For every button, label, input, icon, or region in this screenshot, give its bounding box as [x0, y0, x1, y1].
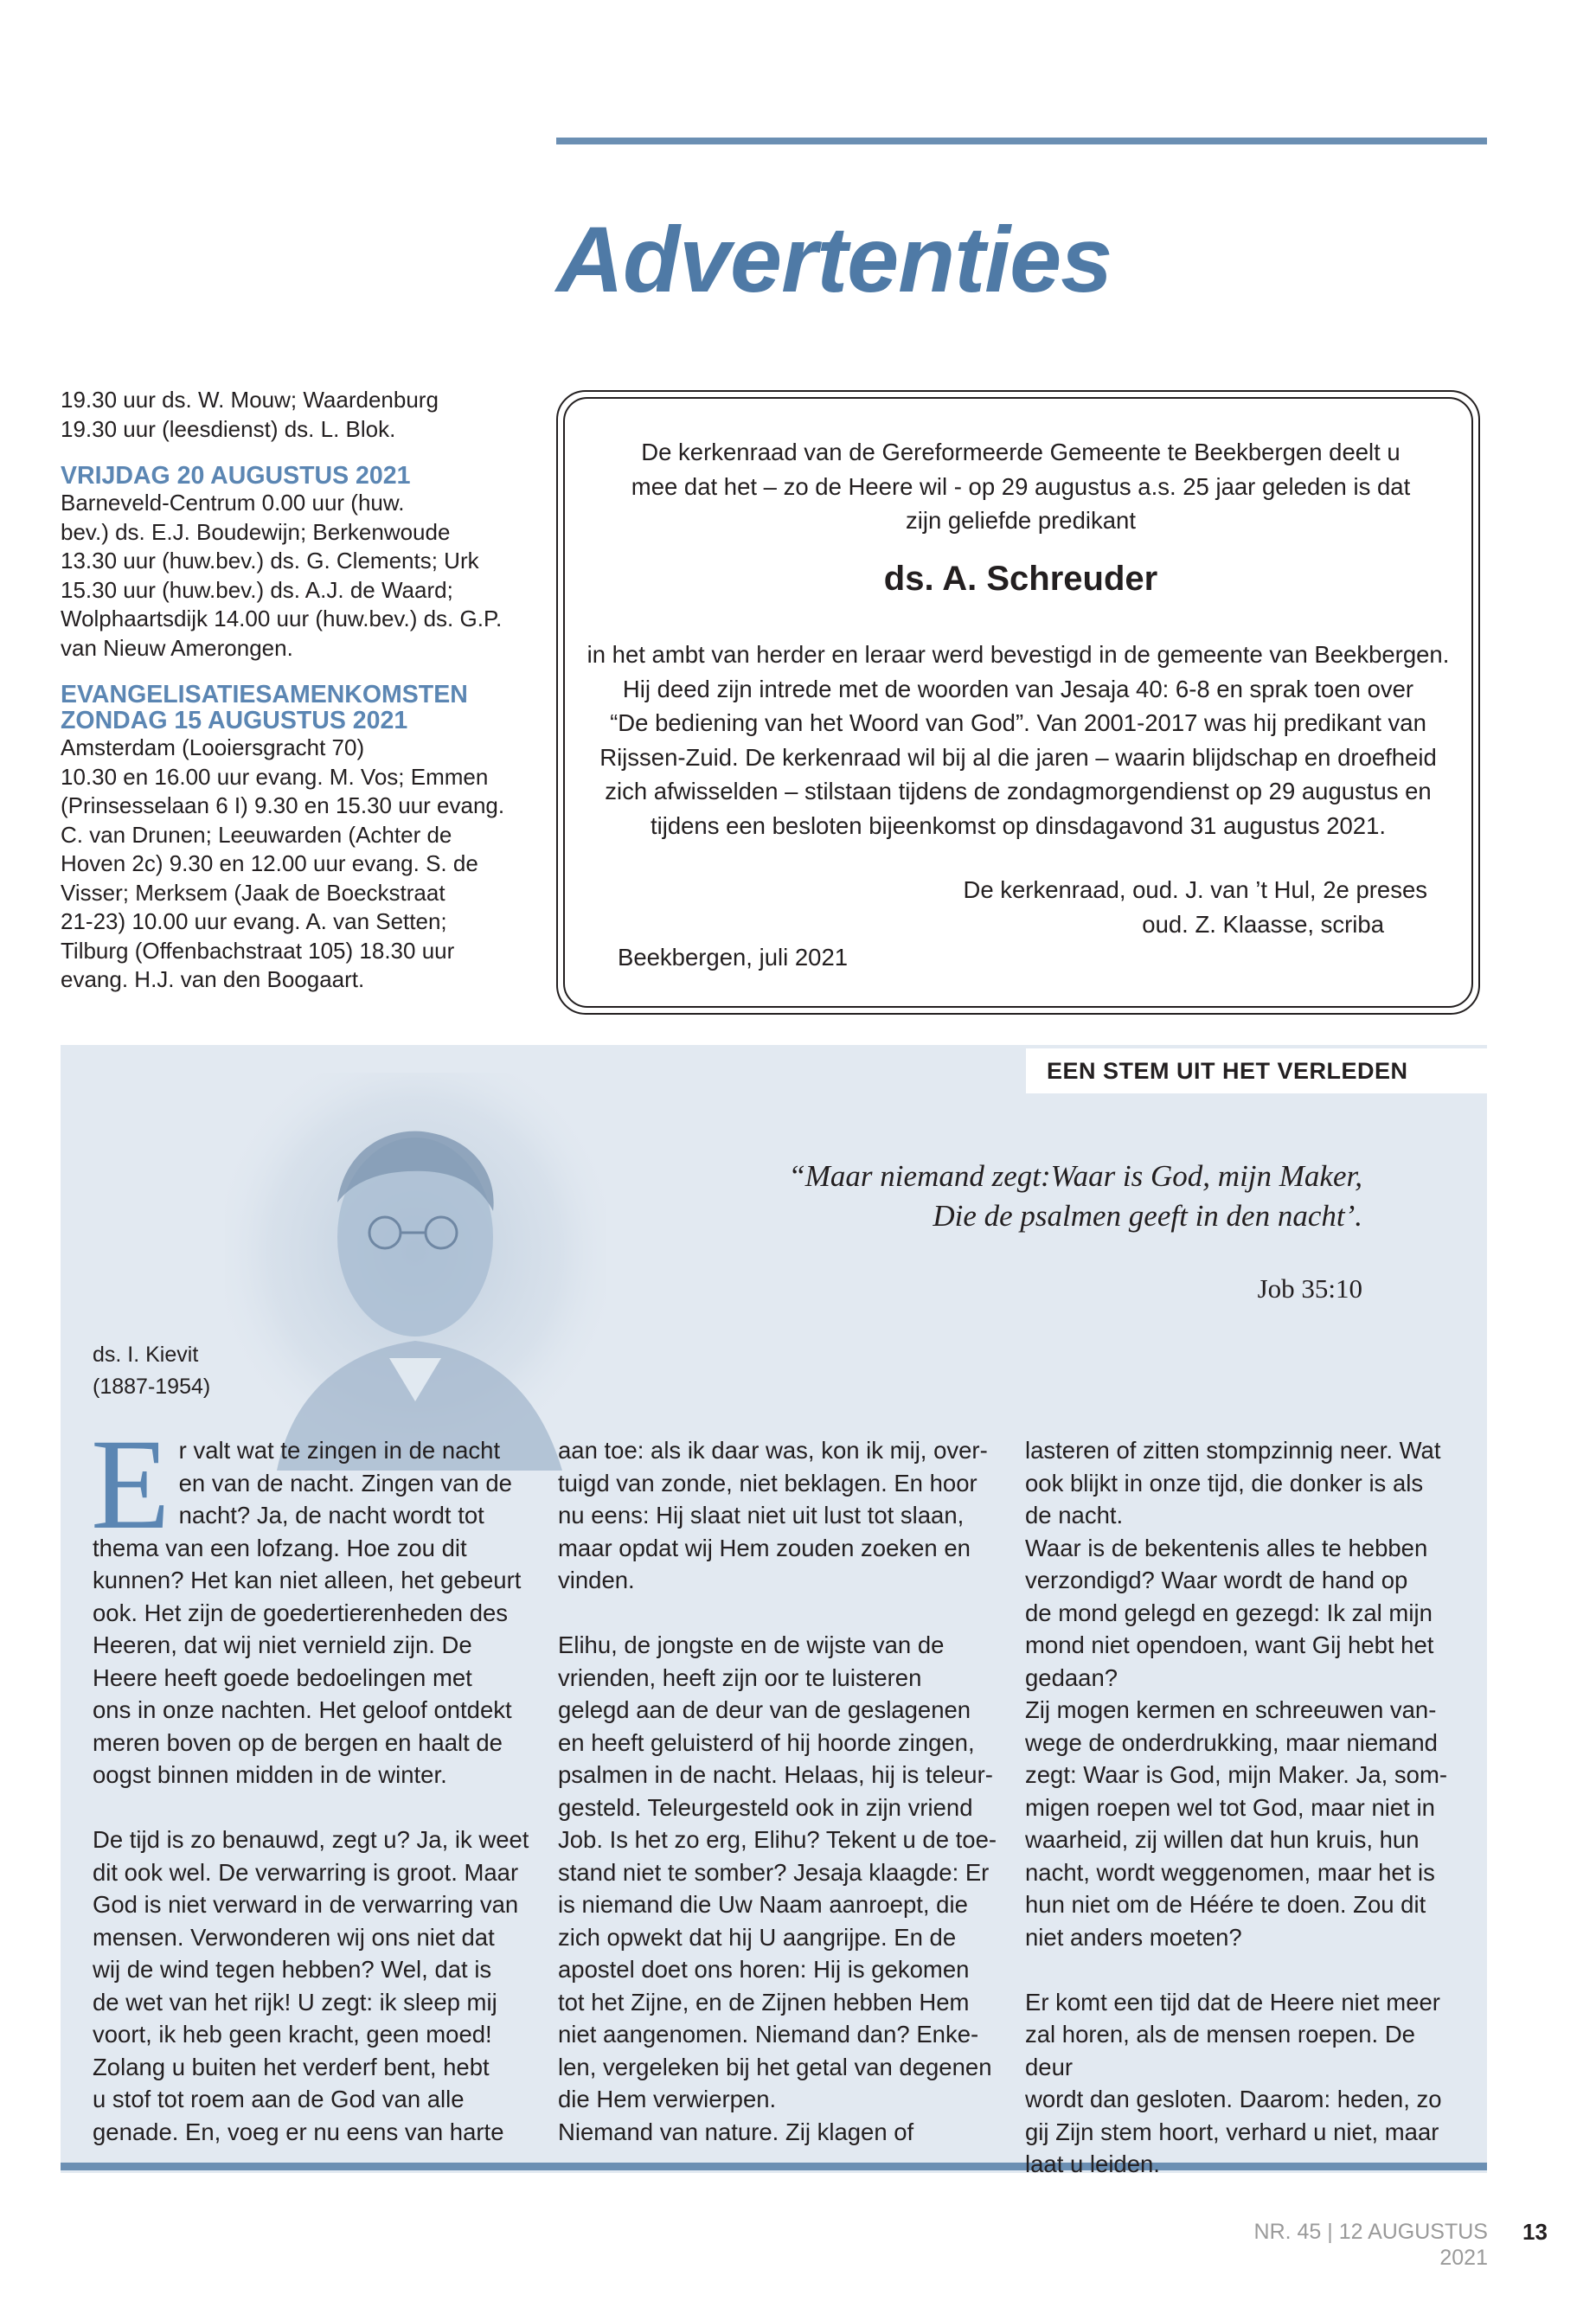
notice-line: zich afwisselden – stilstaan tijdens de zondagmorgendienst op 29 augustus en [605, 778, 1432, 804]
article-line: vinden. [558, 1567, 635, 1593]
article-line: hun niet om de Héére te doen. Zou dit [1025, 1891, 1426, 1918]
article-line: len, vergeleken bij het getal van degenen [558, 2053, 992, 2080]
article-line: meren boven op de bergen en haalt de [93, 1728, 503, 1756]
article-line: vrienden, heeft zijn oor te luisteren [558, 1663, 922, 1691]
article-line: dit ook wel. De verwarring is groot. Maar [93, 1858, 519, 1886]
quote-reference: Job 35:10 [1257, 1273, 1362, 1304]
listing-line: Amsterdam (Looiersgracht 70) [61, 734, 365, 760]
article-line: Zij mogen kermen en schreeuwen van- [1025, 1696, 1437, 1723]
article-line: voort, ik heb geen kracht, geen moed! [93, 2021, 492, 2048]
notice-line: zijn geliefde predikant [905, 507, 1136, 534]
notice-signature: De kerkenraad, oud. J. van ’t Hul, 2e preses [963, 876, 1427, 903]
header-rule [556, 138, 1487, 144]
notice-signature-scriba: oud. Z. Klaasse, scriba [1142, 911, 1384, 938]
listing-line: van Nieuw Amerongen. [61, 634, 293, 661]
article-line: aan toe: als ik daar was, kon ik mij, over- [558, 1437, 988, 1464]
article-line: r valt wat te zingen in de nacht [178, 1437, 501, 1464]
listing-line: 10.30 en 16.00 uur evang. M. Vos; Emmen [61, 763, 489, 790]
article-line: u stof tot roem aan de God van alle [93, 2086, 465, 2112]
article-line: nacht, wordt weggenomen, maar het is [1025, 1858, 1435, 1886]
article-line: waarheid, zij willen dat hun kruis, hun [1025, 1826, 1420, 1853]
evangel-heading: EVANGELISATIESAMENKOMSTEN [61, 681, 468, 708]
article-line: genade. En, voeg er nu eens van harte [93, 2118, 504, 2145]
article-line: kunnen? Het kan niet alleen, het gebeurt [93, 1567, 522, 1593]
listing-line: 15.30 uur (huw.bev.) ds. A.J. de Waard; [61, 576, 453, 603]
article-column-2 [558, 1434, 999, 2148]
article-line: tuigd van zonde, niet beklagen. En hoor [558, 1469, 977, 1497]
notice-intro [597, 435, 1445, 538]
article-line: de nacht. [1025, 1502, 1124, 1529]
article-line: wege de onderdrukking, maar niemand [1025, 1728, 1438, 1756]
page-title: Advertenties [556, 207, 1112, 311]
portrait-image [225, 1073, 606, 1471]
drop-cap: E [91, 1413, 170, 1556]
scripture-quote [657, 1157, 1362, 1236]
listing-line: Visser; Merksem (Jaak de Boeckstraat [61, 879, 445, 906]
listing-line: bev.) ds. E.J. Boudewijn; Berkenwoude [61, 518, 451, 545]
article-line: wordt dan gesloten. Daarom: heden, zo [1025, 2086, 1442, 2112]
notice-line: Hij deed zijn intrede met de woorden van Jesaja 40: 6-8 en sprak toen over [622, 675, 1414, 702]
article-line: niet anders moeten? [1025, 1923, 1242, 1951]
article-line: Waar is de bekentenis alles te hebben [1025, 1534, 1428, 1561]
article-line: Zolang u buiten het verderf bent, hebt [93, 2053, 490, 2080]
article-line: gedaan? [1025, 1663, 1118, 1691]
listing-line: 19.30 uur ds. W. Mouw; Waardenburg [61, 387, 439, 413]
article-line: wij de wind tegen hebben? Wel, dat is [93, 1956, 492, 1983]
friday-heading: VRIJDAG 20 AUGUSTUS 2021 [61, 462, 411, 490]
article-line: nacht? Ja, de nacht wordt tot [178, 1502, 484, 1529]
article-line: lasteren of zitten stompzinnig neer. Wat [1025, 1437, 1441, 1464]
article-line: mond niet opendoen, want Gij hebt het [1025, 1631, 1434, 1658]
article-line: Er komt een tijd dat de Heere niet meer [1025, 1988, 1440, 2016]
listing-line: 21-23) 10.00 uur evang. A. van Setten; [61, 908, 447, 934]
section-label: EEN STEM UIT HET VERLEDEN [1047, 1058, 1408, 1084]
article-line: verzondigd? Waar wordt de hand op [1025, 1567, 1408, 1593]
notice-line: “De bediening van het Woord van God”. Van 2001-2017 was hij predikant van [610, 709, 1426, 736]
listing-line: Tilburg (Offenbachstraat 105) 18.30 uur [61, 937, 455, 964]
article-line: zich opwekt dat hij U aangrijpe. En de [558, 1923, 957, 1951]
notice-line: mee dat het – zo de Heere wil - op 29 augustus a.s. 25 jaar geleden is dat [631, 472, 1411, 500]
quote-line: “Maar niemand zegt:Waar is God, mijn Maker, [788, 1159, 1362, 1193]
article-line: migen roepen wel tot God, maar niet in [1025, 1793, 1435, 1821]
article-line: stand niet te somber? Jesaja klaagde: Er [558, 1858, 990, 1886]
article-line: gelegd aan de deur van de geslagenen [558, 1696, 971, 1723]
article-line: gesteld. Teleurgesteld ook in zijn vriend [558, 1793, 973, 1821]
quote-line: Die de psalmen geeft in den nacht’. [933, 1199, 1362, 1233]
article-line: zegt: Waar is God, mijn Maker. Ja, som- [1025, 1761, 1448, 1788]
article-line: Elihu, de jongste en de wijste van de [558, 1631, 945, 1658]
listing-line: 19.30 uur (leesdienst) ds. L. Blok. [61, 415, 396, 442]
article-line: en heeft geluisterd of hij hoorde zingen, [558, 1728, 975, 1756]
notice-date: Beekbergen, juli 2021 [618, 944, 849, 971]
notice-body [581, 638, 1455, 843]
article-line: oogst binnen midden in de winter. [93, 1761, 447, 1788]
article-line: mensen. Verwonderen wij ons niet dat [93, 1923, 495, 1951]
article-line: maar opdat wij Hem zouden zoeken en [558, 1534, 971, 1561]
article-line: Heere heeft goede bedoelingen met [93, 1663, 472, 1691]
article-line: nu eens: Hij slaat niet uit lust tot slaan, [558, 1502, 965, 1529]
article-line: en van de nacht. Zingen van de [178, 1469, 512, 1497]
article-line: tot het Zijne, en de Zijnen hebben Hem [558, 1988, 970, 2016]
left-column-listings [61, 386, 510, 995]
issue-info: NR. 45 | 12 AUGUSTUS 2021 [1253, 2220, 1488, 2270]
listing-line: (Prinsesselaan 6 I) 9.30 en 15.30 uur evang. [61, 792, 505, 818]
listing-line: Hoven 2c) 9.30 en 12.00 uur evang. S. de [61, 850, 478, 876]
article-line: Job. Is het zo erg, Elihu? Tekent u de toe- [558, 1826, 997, 1853]
article-line: ook blijkt in onze tijd, die donker is als [1025, 1469, 1424, 1497]
page-number: 13 [1522, 2219, 1548, 2245]
article-line: de mond gelegd en gezegd: Ik zal mijn [1025, 1599, 1433, 1626]
article-line: God is niet verward in de verwarring van [93, 1891, 519, 1918]
article-line: de wet van het rijk! U zegt: ik sleep mij [93, 1988, 497, 2016]
article-line: die Hem verwierpen. [558, 2086, 777, 2112]
portrait-caption [93, 1339, 210, 1403]
listing-line: 13.30 uur (huw.bev.) ds. G. Clements; Urk [61, 548, 479, 574]
article-line: Heeren, dat wij niet vernield zijn. De [93, 1631, 472, 1658]
article-line: psalmen in de nacht. Helaas, hij is teleur- [558, 1761, 993, 1788]
listing-line: C. van Drunen; Leeuwarden (Achter de [61, 821, 452, 848]
caption-name: ds. I. Kievit [93, 1343, 199, 1367]
article-line: apostel doet ons horen: Hij is gekomen [558, 1956, 970, 1983]
article-line: zal horen, als de mensen roepen. De deur [1025, 2021, 1415, 2080]
article-line: gij Zijn stem hoort, verhard u niet, maar [1025, 2118, 1439, 2145]
article-line: is niemand die Uw Naam aanroept, die [558, 1891, 968, 1918]
article-column-1 [91, 1413, 534, 2148]
notice-pastor-name: ds. A. Schreuder [883, 560, 1158, 598]
article-line: niet aangenomen. Niemand dan? Enke- [558, 2021, 979, 2048]
caption-years: (1887-1954) [93, 1375, 211, 1399]
article-line: thema van een lofzang. Hoe zou dit [93, 1534, 467, 1561]
article-line: De tijd is zo benauwd, zegt u? Ja, ik weet [93, 1826, 529, 1853]
listing-line: Wolphaartsdijk 14.00 uur (huw.bev.) ds. G.P. [61, 606, 503, 631]
notice-line: tijdens een besloten bijeenkomst op dinsdagavond 31 augustus 2021. [650, 811, 1387, 839]
article-line: Niemand van nature. Zij klagen of [558, 2118, 914, 2145]
article-line: ons in onze nachten. Het geloof ontdekt [93, 1696, 512, 1723]
notice-line: De kerkenraad van de Gereformeerde Gemeente te Beekbergen deelt u [641, 439, 1401, 465]
article-line: ook. Het zijn de goedertierenheden des [93, 1599, 509, 1626]
article-column-3 [1025, 1434, 1466, 2181]
article-line: laat u leiden. [1025, 2150, 1160, 2177]
listing-line: evang. H.J. van den Boogaart. [61, 966, 365, 992]
notice-line: in het ambt van herder en leraar werd bevestigd in de gemeente van Beekbergen. [586, 641, 1450, 668]
listing-line: Barneveld-Centrum 0.00 uur (huw. [61, 490, 405, 516]
evangel-date-heading: ZONDAG 15 AUGUSTUS 2021 [61, 707, 408, 734]
notice-line: Rijssen-Zuid. De kerkenraad wil bij al die jaren – waarin blijdschap en droefheid [599, 743, 1437, 771]
